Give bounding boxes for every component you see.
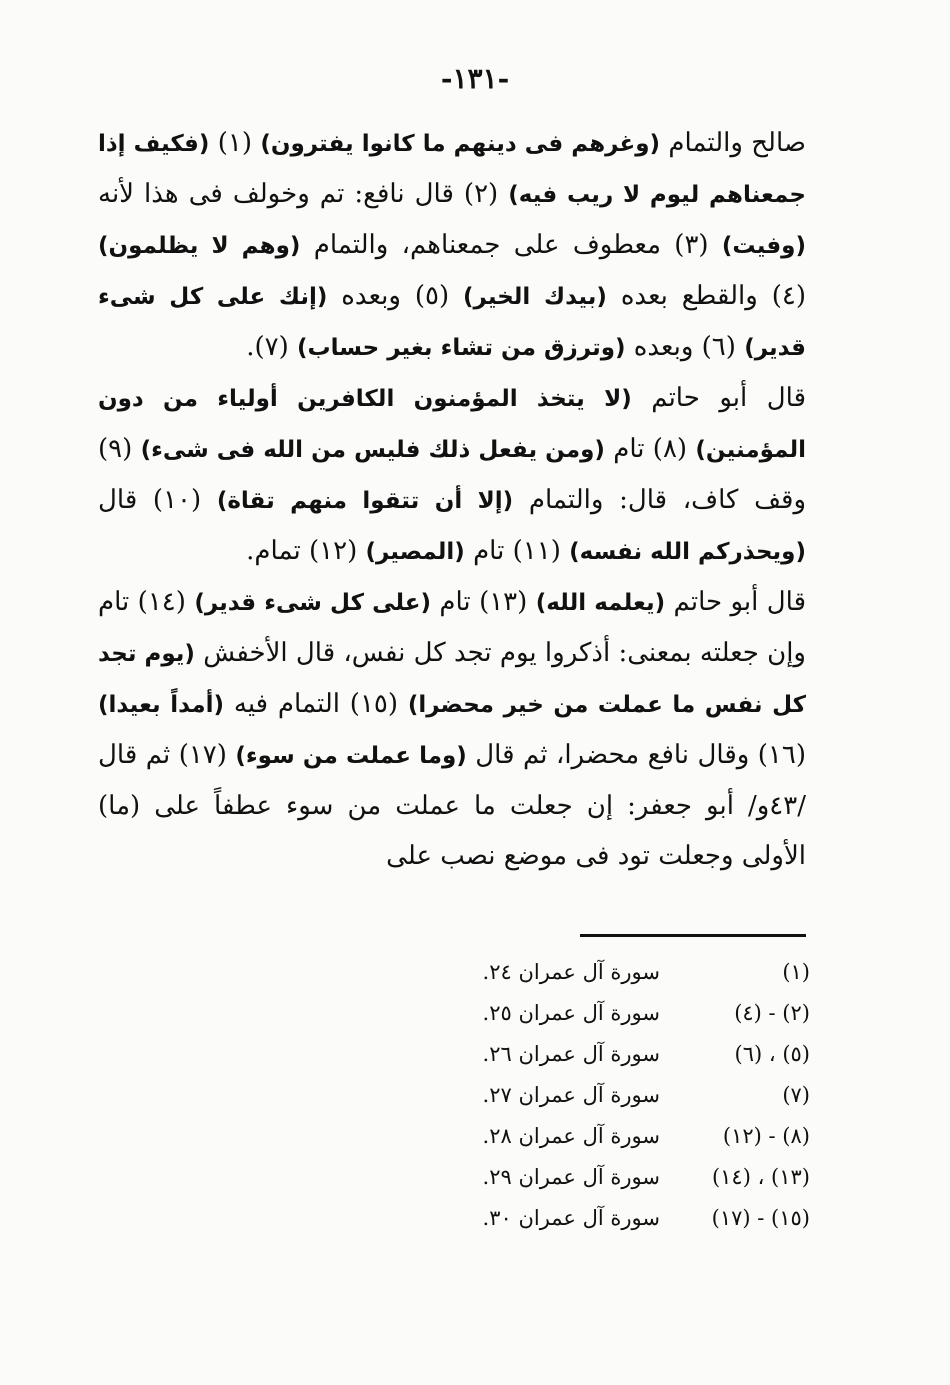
- text-run: (٢) قال نافع: تم وخولف فى هذا لأنه: [98, 179, 509, 209]
- footnote-refs: (١٣) ، (١٤): [711, 1165, 810, 1189]
- footnote-source: سورة آل عمران ٢٥.: [482, 1001, 660, 1025]
- text-run: (١٧) ثم قال /٤٣و/ أبو جعفر: إن جعلت ما عملت من سوء عطفاً على (ما) الأولى وجعلت تود فى موضع نصب على: [98, 740, 806, 871]
- footnotes: [300, 952, 810, 1239]
- quran-quote: (فكيف إذا جمعناهم ليوم لا ريب فيه): [98, 131, 806, 208]
- text-run: (١٣) تام: [431, 587, 536, 617]
- text-run: (٨) تام: [604, 434, 696, 464]
- text-run: (١٠) قال: [98, 485, 217, 515]
- footnote: [300, 1116, 810, 1157]
- text-run: (٧).: [246, 332, 297, 362]
- footnote-refs: (٥) ، (٦): [734, 1042, 810, 1066]
- footnote-refs: (٢) - (٤): [734, 1001, 810, 1025]
- quran-quote: (أمداً بعيدا): [98, 692, 225, 718]
- quran-quote: (وغرهم فى دينهم ما كانوا يفترون): [260, 131, 661, 157]
- footnote-source: سورة آل عمران ٢٤.: [482, 960, 660, 984]
- quran-quote: (وترزق من تشاء بغير حساب): [297, 335, 626, 361]
- text-run: (٣) معطوف على جمعناهم، والتمام: [300, 230, 722, 260]
- quran-quote: (ومن يفعل ذلك فليس من الله فى شىء): [140, 437, 605, 463]
- footnote-source: سورة آل عمران ٢٨.: [482, 1124, 660, 1148]
- quran-quote: (وما عملت من سوء): [235, 743, 467, 769]
- text-run: صالح والتمام: [660, 128, 806, 158]
- quran-quote: (لا يتخذ المؤمنون الكافرين أولياء من دون المؤمنين): [98, 386, 806, 463]
- quran-quote: (ويحذركم الله نفسه): [569, 539, 806, 565]
- footnote-source: سورة آل عمران ٢٧.: [482, 1083, 660, 1107]
- footnote-source: سورة آل عمران ٢٩.: [482, 1165, 660, 1189]
- body-text: [98, 118, 806, 881]
- paragraph: [98, 118, 806, 373]
- text-run: (١٦) وقال نافع محضرا، ثم قال: [466, 740, 806, 770]
- footnote-refs: (١٥) - (١٧): [711, 1206, 810, 1230]
- footnote-refs: (٨) - (١٢): [722, 1124, 810, 1148]
- quran-quote: (المصير): [365, 539, 465, 565]
- quran-quote: (بيدك الخير): [463, 284, 607, 310]
- footnote-refs: (١): [782, 960, 810, 984]
- text-run: (١٤) تام وإن جعلته بمعنى: أذكروا يوم تجد كل نفس، قال الأخفش: [98, 587, 806, 668]
- footnote: [300, 1034, 810, 1075]
- text-run: (١١) تام: [464, 536, 570, 566]
- text-run: (٩) وقف كاف، قال: والتمام: [98, 434, 806, 515]
- text-run: (١٢) تمام.: [246, 536, 366, 566]
- footnote-separator: [580, 934, 806, 937]
- quran-quote: (وفيت): [721, 233, 806, 259]
- footnote: [300, 952, 810, 993]
- footnote-source: سورة آل عمران ٢٦.: [482, 1042, 660, 1066]
- footnote-refs: (٧): [782, 1083, 810, 1107]
- text-run: (١): [209, 128, 261, 158]
- quran-quote: (يعلمه الله): [535, 590, 666, 616]
- quran-quote: (إلا أن تتقوا منهم تقاة): [216, 488, 514, 514]
- footnote: [300, 1198, 810, 1239]
- text-run: قال أبو حاتم: [665, 587, 807, 617]
- quran-quote: (إنك على كل شىء قدير): [98, 284, 806, 361]
- footnote: [300, 993, 810, 1034]
- quran-quote: (يوم تجد كل نفس ما عملت من خير محضرا): [98, 641, 806, 718]
- page-number: -١٣١-: [440, 62, 510, 95]
- text-run: قال أبو حاتم: [631, 383, 807, 413]
- paragraph: [98, 577, 806, 881]
- paragraph: [98, 373, 806, 577]
- text-run: (٤) والقطع بعده: [606, 281, 806, 311]
- text-run: (١٥) التمام فيه: [224, 689, 408, 719]
- quran-quote: (على كل شىء قدير): [194, 590, 431, 616]
- footnote-source: سورة آل عمران ٣٠.: [482, 1206, 660, 1230]
- text-run: (٦) وبعده: [625, 332, 745, 362]
- footnote: [300, 1157, 810, 1198]
- text-run: (٥) وبعده: [327, 281, 464, 311]
- quran-quote: (وهم لا يظلمون): [98, 233, 301, 259]
- footnote: [300, 1075, 810, 1116]
